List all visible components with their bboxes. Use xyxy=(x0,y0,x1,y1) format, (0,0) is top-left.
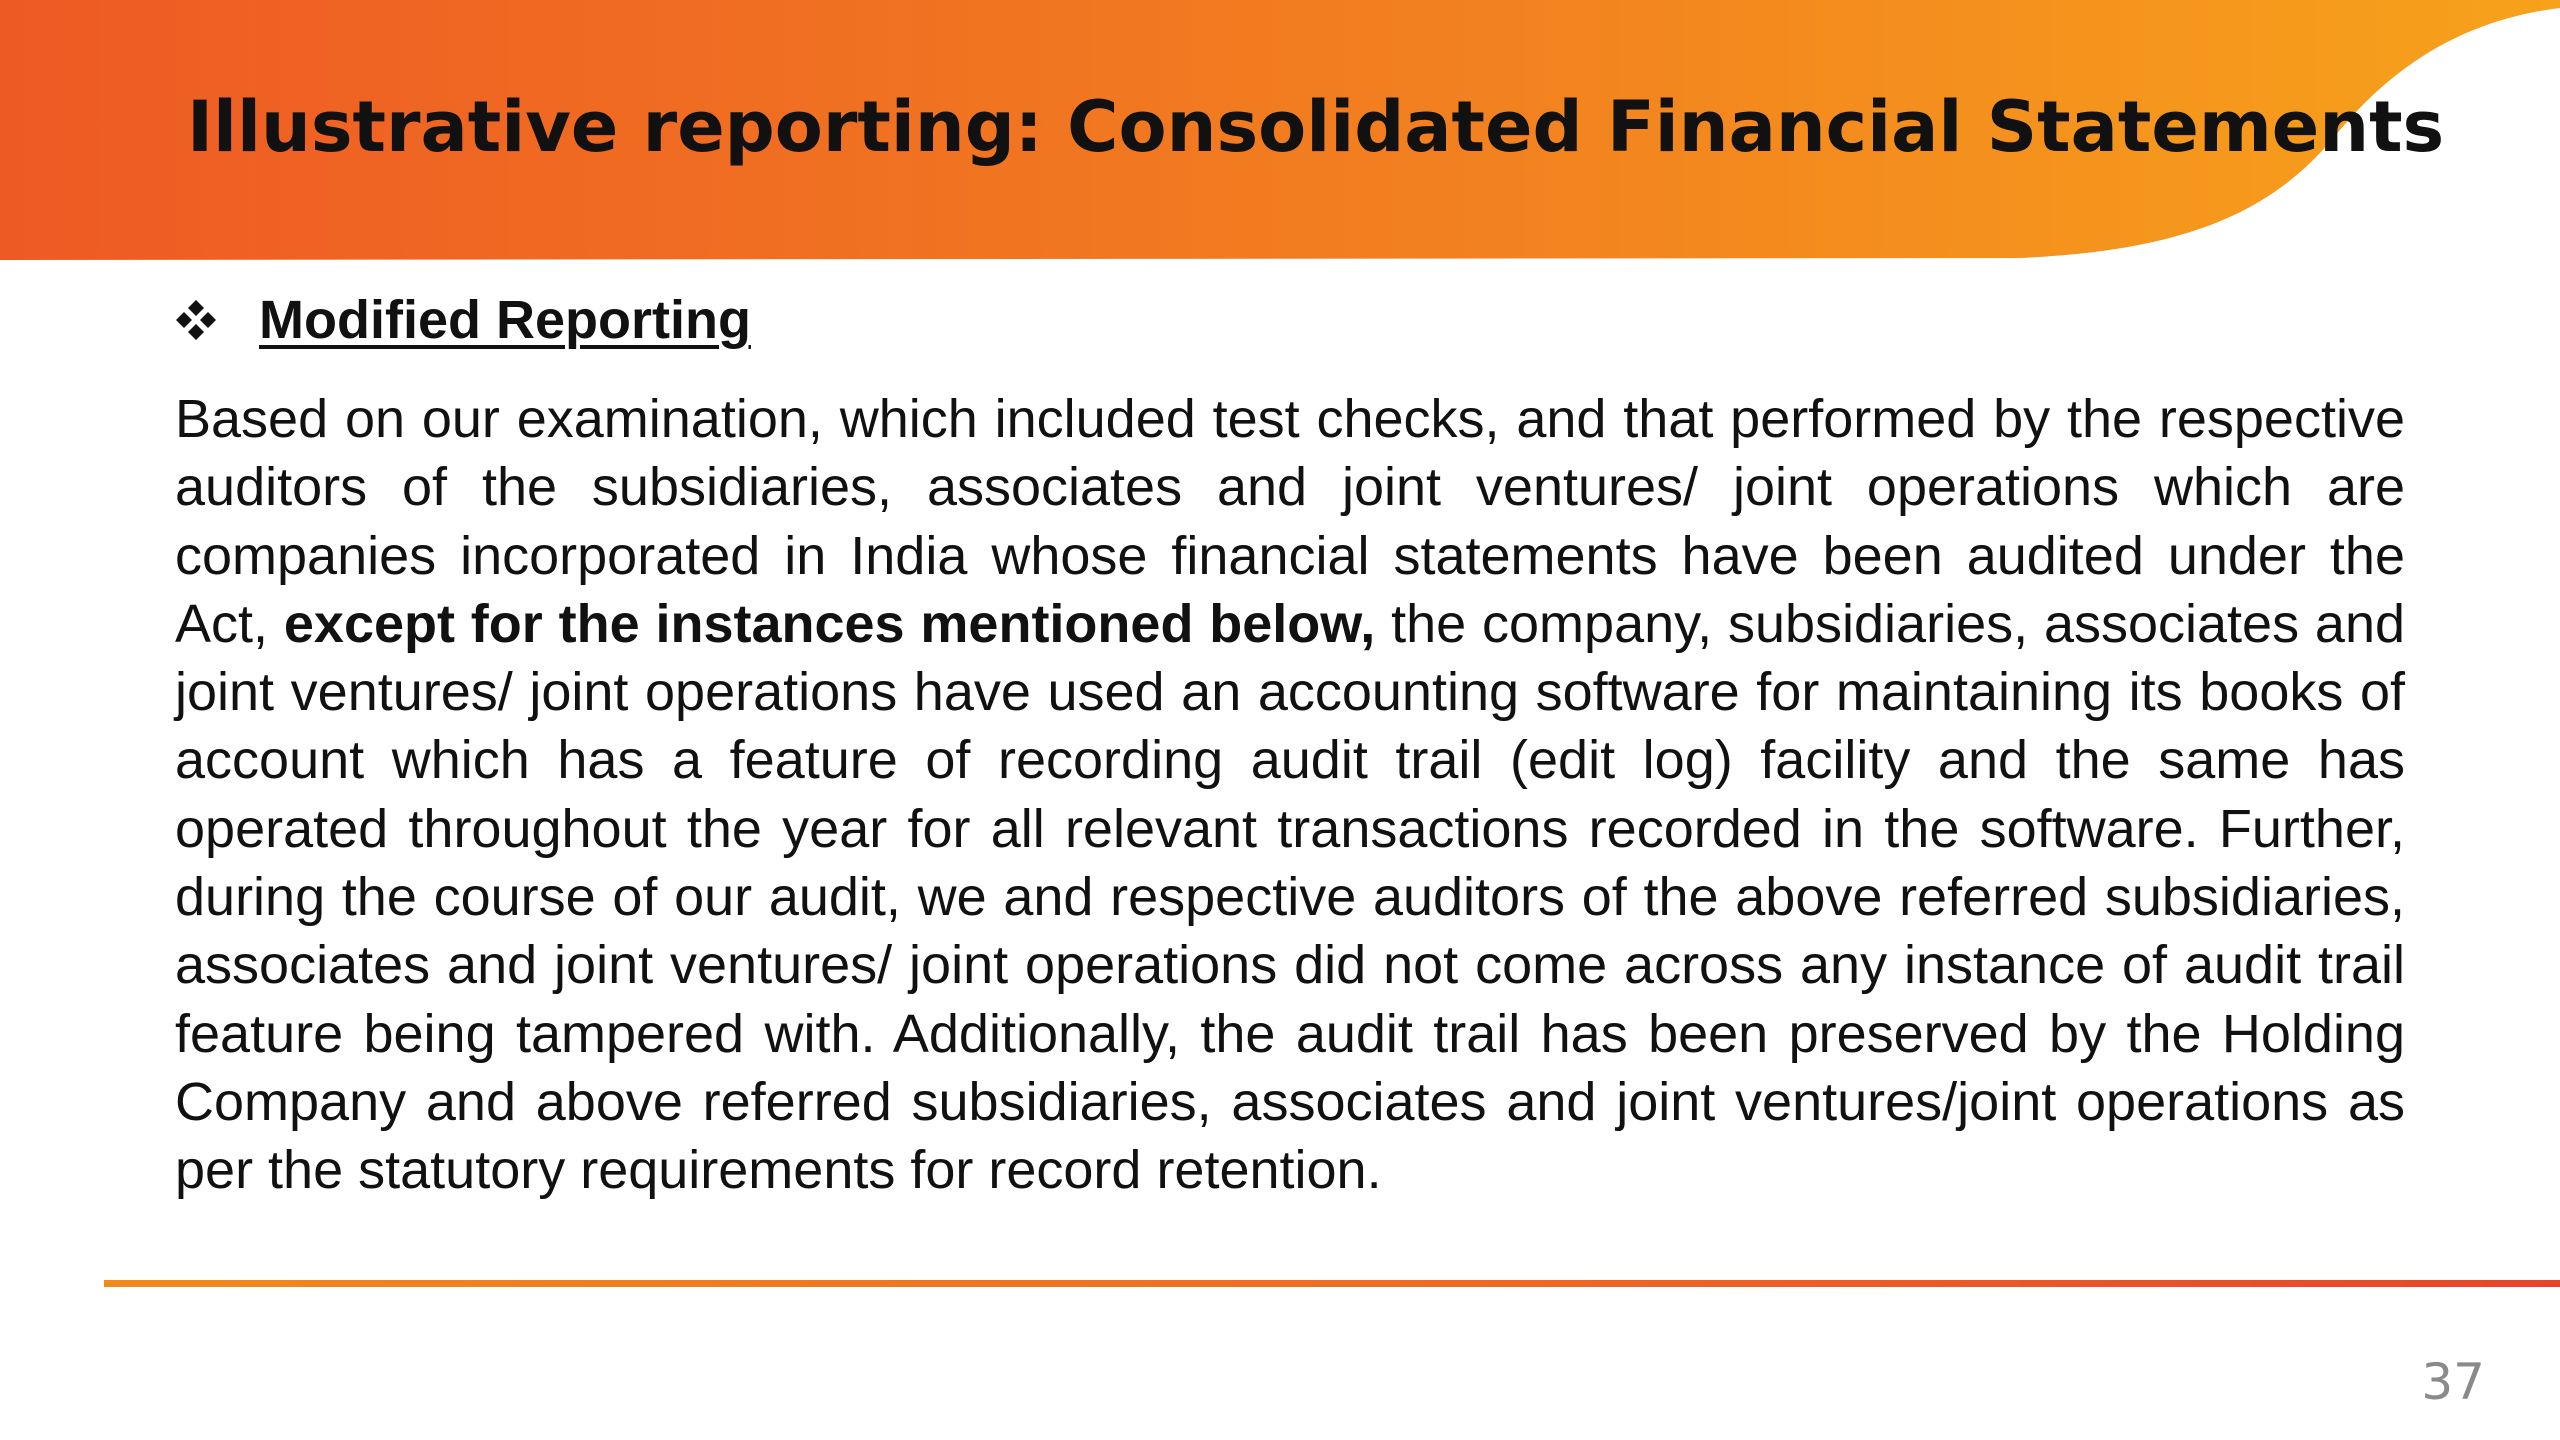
body-text-bold-emphasis: except for the instances mentioned below, xyxy=(283,593,1376,654)
body-text-part-1: Based on our examination, which included test checks, and that performed by the respective auditors of the subsidiaries, associates and joint ventures/ joint operations which are companies incorporated in India whose financial statements have been audited under the Act, xyxy=(175,389,2405,654)
footer-divider xyxy=(104,1280,2560,1287)
body-text-part-2: the company, subsidiaries, associates and joint ventures/ joint operations have used an accounting software for maintaining its books of account which has a feature of recording audit trail (edit log) facility and the same has operated throughout the year for all relevant transactions recorded in the software. Further, during the course of our audit, we and respective auditors of the above referred subsidiaries, associates and joint ventures/ joint operations did not come across any instance of audit trail feature being tampered with. Additionally, the audit trail has been preserved by the Holding Company and above referred subsidiaries, associates and joint ventures/joint operations as per the statutory requirements for record retention. xyxy=(175,593,2406,1201)
slide-title: Illustrative reporting: Consolidated Financial Statements xyxy=(187,86,2445,168)
section-heading-label: Modified Reporting xyxy=(259,290,751,350)
four-diamond-bullet-icon xyxy=(175,299,217,341)
body-paragraph xyxy=(175,385,2405,1205)
section-heading xyxy=(175,287,751,353)
page-number: 37 xyxy=(2421,1353,2485,1411)
